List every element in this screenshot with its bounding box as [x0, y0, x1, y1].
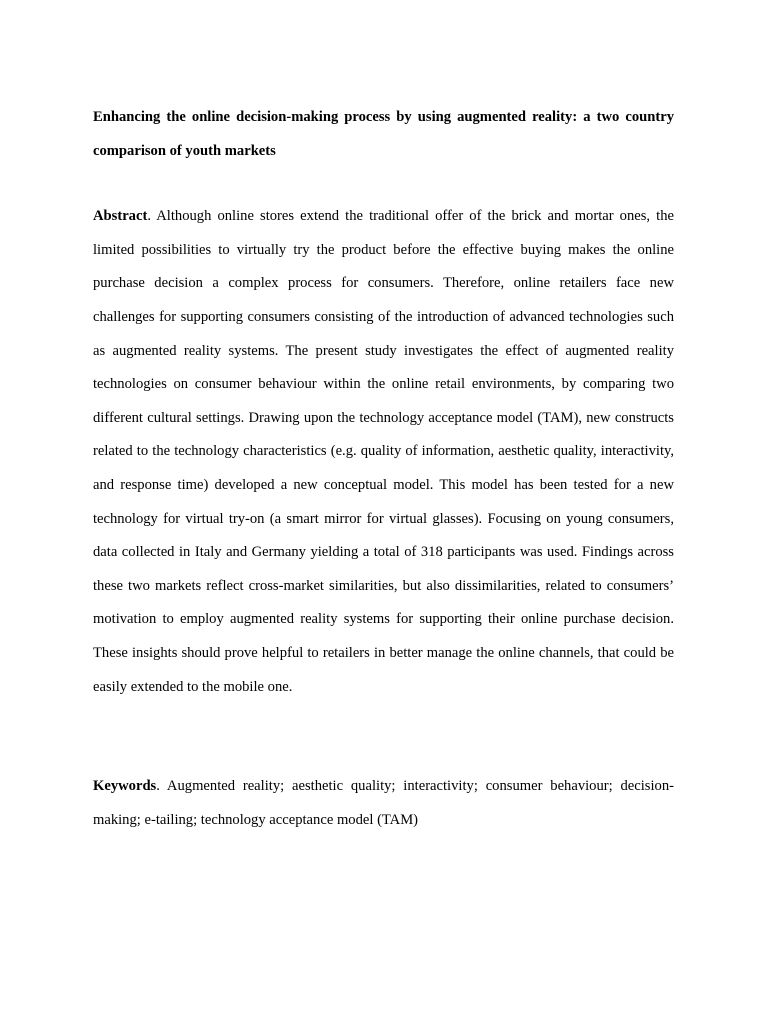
paper-title: Enhancing the online decision-making process by using augmented reality: a two country comparison of youth markets [93, 109, 674, 159]
keywords-separator: . [156, 778, 160, 795]
keywords-text: Augmented reality; aesthetic quality; interactivity; consumer behaviour; decision-making; e-tailing; technology acceptance model (TAM) [93, 778, 674, 828]
abstract-separator: . [147, 208, 151, 225]
abstract-section [93, 200, 674, 704]
paper-page [93, 101, 674, 837]
keywords-label: Keywords [93, 778, 157, 795]
abstract-text: Although online stores extend the traditional offer of the brick and mortar ones, the limited possibilities to virtually try the product before the effective buying makes the online purchase decision a complex process for consumers. Therefore, online retailers face new challenges for supporting consumers consisting of the introduction of advanced technologies such as augmented reality systems. The present study investigates the effect of augmented reality technologies on consumer behaviour within the online retail environments, by comparing two different cultural settings. Drawing upon the technology acceptance model (TAM), new constructs related to the technology characteristics (e.g. quality of information, aesthetic quality, interactivity, and response time) developed a new conceptual model. This model has been tested for a new technology for virtual try-on (a smart mirror for virtual glasses). Focusing on young consumers, data collected in Italy and Germany yielding a total of 318 participants was used. Findings across these two markets reflect cross-market similarities, but also dissimilarities, related to consumers’ motivation to employ augmented reality systems for supporting their online purchase decision. These insights should prove helpful to retailers in better manage the online channels, that could be easily extended to the mobile one. [93, 208, 674, 695]
keywords-section [93, 770, 674, 837]
abstract-label: Abstract [93, 208, 148, 225]
